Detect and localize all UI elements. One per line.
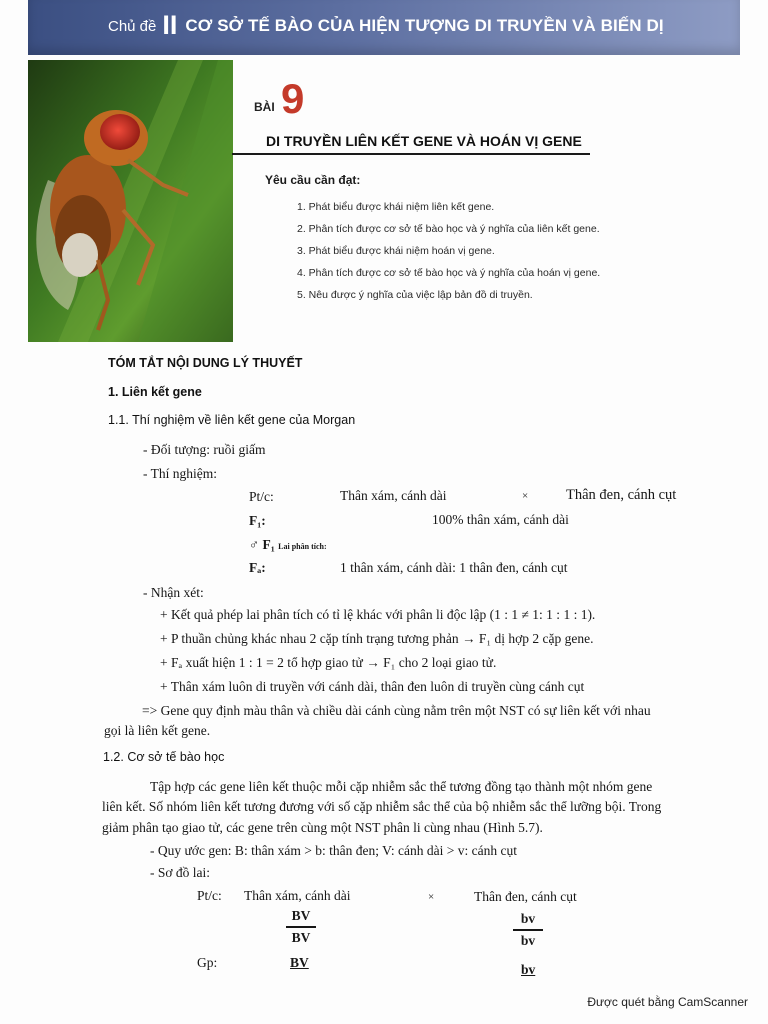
chapter-label: Chủ đề bbox=[108, 18, 157, 35]
requirement-item: 1. Phát biểu được khái niệm liên kết gene. bbox=[297, 201, 495, 213]
section-1-heading: 1. Liên kết gene bbox=[108, 385, 202, 399]
lesson-title: DI TRUYỀN LIÊN KẾT GENE VÀ HOÁN VỊ GENE bbox=[266, 133, 582, 149]
genotype-left-top: BV bbox=[291, 908, 311, 923]
paragraph-line: liên kết. Số nhóm liên kết tương đương với số cặp nhiễm sắc thể của bộ nhiễm sắc thể lưỡng bội. Trong bbox=[102, 799, 662, 814]
male-symbol: ♂ bbox=[249, 537, 260, 552]
genotype-left bbox=[286, 908, 316, 946]
genotype-right-bottom: bv bbox=[520, 933, 536, 948]
cross-sign: × bbox=[522, 490, 529, 502]
ptc-left: Thân xám, cánh dài bbox=[340, 488, 447, 503]
title-underline bbox=[232, 153, 590, 155]
requirement-item: 2. Phân tích được cơ sở tế bào học và ý nghĩa của liên kết gene. bbox=[297, 223, 600, 235]
diagram-ptc-label: Pt/c: bbox=[197, 888, 222, 903]
diagram-right-phenotype: Thân đen, cánh cụt bbox=[474, 889, 577, 904]
gene-convention: - Quy ước gen: B: thân xám > b: thân đen; V: cánh dài > v: cánh cụt bbox=[150, 843, 517, 858]
section-1-1-heading: 1.1. Thí nghiệm về liên kết gene của Morgan bbox=[108, 413, 356, 427]
lesson-label: BÀI bbox=[254, 100, 275, 114]
remark-item: + P thuần chủng khác nhau 2 cặp tính trạng tương phản → F₁ dị hợp 2 cặp gene. bbox=[160, 631, 594, 646]
f1-label: F₁: bbox=[249, 513, 266, 528]
requirement-item: 5. Nêu được ý nghĩa của việc lập bản đồ di truyền. bbox=[297, 289, 533, 301]
ptc-label: Pt/c: bbox=[249, 489, 274, 504]
lesson-number: 9 bbox=[281, 75, 305, 122]
conclusion-line-2: gọi là liên kết gene. bbox=[104, 723, 211, 738]
genotype-left-bottom: BV bbox=[291, 930, 311, 945]
ptc-right: Thân đen, cánh cụt bbox=[566, 487, 677, 503]
summary-heading: TÓM TẮT NỘI DUNG LÝ THUYẾT bbox=[108, 356, 303, 370]
gamete-right: bv bbox=[521, 962, 536, 977]
fa-label: Fₐ: bbox=[249, 560, 266, 575]
requirements-heading: Yêu cầu cần đạt: bbox=[265, 173, 361, 187]
f1b-label: F₁ bbox=[262, 537, 275, 552]
genotype-right-top: bv bbox=[520, 911, 536, 926]
diagram-cross-sign: × bbox=[428, 891, 435, 903]
remark-item: + Fₐ xuất hiện 1 : 1 = 2 tổ hợp giao tử → F₁ cho 2 loại giao tử. bbox=[160, 655, 497, 670]
remarks-label: - Nhận xét: bbox=[143, 585, 204, 600]
genotype-right-bar bbox=[513, 929, 543, 931]
requirements-list bbox=[297, 199, 600, 309]
diagram-left-phenotype: Thân xám, cánh dài bbox=[244, 888, 351, 903]
fruit-fly-photo bbox=[28, 60, 233, 342]
chapter-topic: CƠ SỞ TẾ BÀO CỦA HIỆN TƯỢNG DI TRUYỀN VÀ BIẾN DỊ bbox=[185, 16, 664, 35]
scanner-watermark: Được quét bằng CamScanner bbox=[587, 995, 748, 1009]
genotype-left-bar bbox=[286, 926, 316, 928]
f1-value: 100% thân xám, cánh dài bbox=[432, 512, 569, 527]
paragraph-line: giảm phân tạo giao tử, các gene trên cùng một NST phân li cùng nhau (Hình 5.7). bbox=[102, 820, 543, 835]
subject-line: - Đối tượng: ruồi giấm bbox=[143, 442, 266, 457]
remark-item: + Kết quả phép lai phân tích có tỉ lệ khác với phân li độc lập (1 : 1 ≠ 1: 1 : 1 : 1). bbox=[160, 607, 596, 622]
gamete-left: BV bbox=[290, 955, 309, 970]
requirement-item: 3. Phát biểu được khái niệm hoán vị gene. bbox=[297, 245, 495, 257]
chapter-number: II bbox=[162, 10, 178, 40]
f1-testcross-line bbox=[249, 536, 327, 556]
cross-diagram-label: - Sơ đồ lai: bbox=[150, 865, 211, 880]
requirement-item: 4. Phân tích được cơ sở tế bào học và ý nghĩa của hoán vị gene. bbox=[297, 267, 601, 279]
section-1-2-heading: 1.2. Cơ sở tế bào học bbox=[103, 750, 225, 764]
gamete-label: Gp: bbox=[197, 955, 218, 970]
conclusion-line-1: => Gene quy định màu thân và chiều dài cánh cùng nằm trên một NST có sự liên kết với nhau bbox=[142, 703, 651, 718]
fa-value: 1 thân xám, cánh dài: 1 thân đen, cánh cụt bbox=[340, 560, 568, 575]
testcross-label: Lai phân tích: bbox=[278, 542, 327, 551]
chapter-heading bbox=[108, 10, 664, 41]
paragraph-line: Tập hợp các gene liên kết thuộc mỗi cặp nhiễm sắc thể tương đồng tạo thành một nhóm gene bbox=[150, 779, 653, 794]
remark-item: + Thân xám luôn di truyền với cánh dài, thân đen luôn di truyền cùng cánh cụt bbox=[160, 679, 585, 694]
experiment-line: - Thí nghiệm: bbox=[143, 466, 217, 481]
chapter-banner bbox=[28, 0, 740, 55]
genotype-right bbox=[513, 911, 543, 949]
